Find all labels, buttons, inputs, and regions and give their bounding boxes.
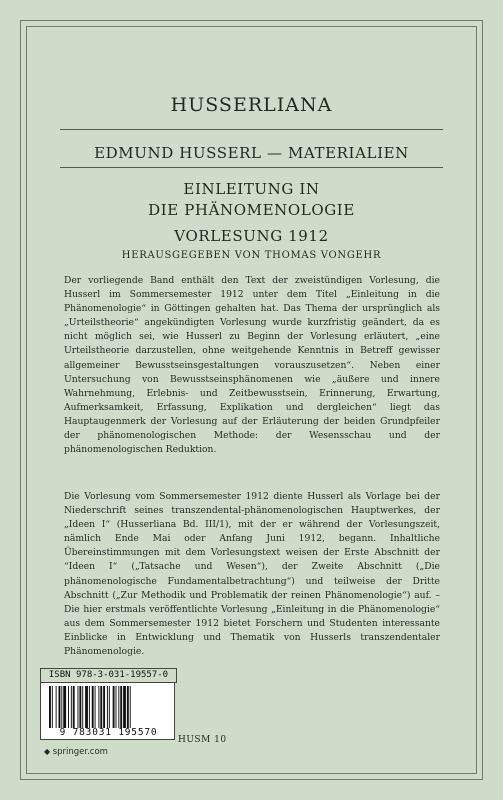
barcode-bar xyxy=(78,686,79,728)
barcode-bar xyxy=(61,686,62,728)
barcode-bar xyxy=(120,686,122,728)
barcode-bar xyxy=(59,686,61,728)
barcode-bar xyxy=(92,686,94,728)
barcode-bar xyxy=(52,686,53,728)
barcode-bar xyxy=(103,686,105,728)
barcode-bar xyxy=(98,686,99,728)
barcode-bar xyxy=(109,686,110,728)
book-title xyxy=(0,179,503,221)
series-title: HUSSERLIANA xyxy=(170,94,333,116)
barcode-bar xyxy=(89,686,90,728)
barcode-bar xyxy=(85,686,88,728)
series-rule xyxy=(60,129,443,130)
barcode-bar xyxy=(82,686,83,728)
barcode-digits: 9 783031 195570 xyxy=(59,727,158,738)
springer-logo-icon: ◆ xyxy=(44,747,53,756)
subseries-title: EDMUND HUSSERL — MATERIALIEN xyxy=(94,144,409,162)
blurb-paragraph-2: Die Vorlesung vom Sommersemester 1912 diente Husserl als Vorlage bei der Niederschrift seines transzendental-phänomenologischen Hauptwerkes, der „Ideen I“ (Husserliana Bd. III/1), mit der er während der Vorlesungszeit, nämlich Ende Mai oder Anfang Juni 1912, begann. Inhaltliche Übereinstimmungen mit dem Vorlesungstext weisen der Erste Abschnitt der “Ideen I“ („Tatsache und Wesen“), der Zweite Abschnitt („Die phänomenologische Fundamentalbetrachtung“) und teilweise der Dritte Abschnitt („Zur Methodik und Problematik der reinen Phänomenologie“) auf. – Die hier erstmals veröffentlichte Vorlesung „Einleitung in die Phänomenologie“ aus dem Sommersemester 1912 bietet Forschern und Studenten interessante Einblicke in Entwicklung und Thematik von Husserls transzendentaler Phänomenologie. xyxy=(64,491,440,658)
publisher[interactable] xyxy=(44,747,108,757)
barcode-bar xyxy=(130,686,131,728)
lecture-title: VORLESUNG 1912 xyxy=(174,227,329,245)
barcode-bar xyxy=(73,686,75,728)
barcode-bar xyxy=(127,686,129,728)
barcode-bar xyxy=(116,686,117,728)
barcode-bar xyxy=(95,686,96,728)
barcode-bar xyxy=(118,686,119,728)
editor-line: HERAUSGEGEBEN VON THOMAS VONGEHR xyxy=(121,250,382,261)
book-title-line-1: EINLEITUNG IN xyxy=(183,180,320,198)
barcode-bar xyxy=(63,686,66,728)
barcode-bars xyxy=(49,686,169,728)
barcode-bar xyxy=(123,686,126,728)
isbn-label: ISBN 978-3-031-19557-0 xyxy=(40,668,177,683)
barcode-bar xyxy=(56,686,57,728)
barcode-bar xyxy=(107,686,108,728)
barcode-bar xyxy=(68,686,69,728)
barcode-bar xyxy=(100,686,102,728)
subseries-rule xyxy=(60,167,443,168)
series-code: HUSM 10 xyxy=(178,735,227,745)
publisher-url: springer.com xyxy=(52,747,108,757)
barcode-bar xyxy=(49,686,51,728)
barcode-bar xyxy=(113,686,115,728)
book-title-line-2: DIE PHÄNOMENOLOGIE xyxy=(148,201,355,219)
barcode-bar xyxy=(79,686,81,728)
blurb-paragraph-1: Der vorliegende Band enthält den Text der zweistündigen Vorlesung, die Husserl im Sommersemester 1912 unter dem Titel „Einleitung in die Phänomenologie“ in Göttingen gehalten hat. Das Thema der ursprünglich als „Urteilstheorie“ angekündigten Vorlesung wurde kurzfristig geändert, da es nicht möglich sei, wie Husserl zu Beginn der Vorlesung erläutert, „eine Urteilstheorie darzustellen, ohne weitgehende Kenntnis in Betreff gewisser allgemeiner Bewusstseinsgestaltungen vorauszusetzen“. Neben einer Untersuchung von Bewusstseinsphänomenen wie „äußere und innere Wahrnehmung, Erlebnis- und Zeitbewusstsein, Erinnerung, Erwartung, Aufmerksamkeit, Erfassung, Explikation und dergleichen“ liegt das Hauptaugenmerk der Vorlesung auf der Erläuterung der beiden Grundpfeiler der phänomenologischen Methode: der Wesensschau und der phänomenologischen Reduktion. xyxy=(64,275,440,456)
barcode-bar xyxy=(71,686,72,728)
barcode xyxy=(40,682,175,740)
